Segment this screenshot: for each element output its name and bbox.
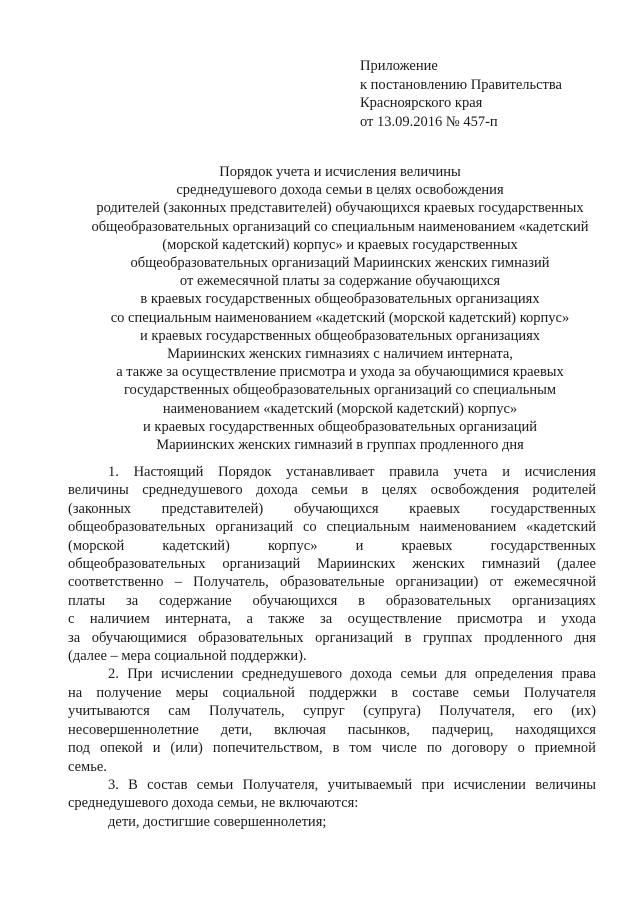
word: и (355, 537, 364, 554)
word: учитываемый (327, 776, 413, 793)
title-line: Мариинских женских гимназиях с наличием интерната, (167, 346, 513, 363)
justified-line (68, 555, 596, 573)
appendix-line: к постановлению Правительства (360, 76, 562, 93)
word: включая (274, 721, 326, 738)
word: учитываются (68, 703, 150, 720)
justified-line (68, 500, 596, 518)
word: «кадетский (526, 519, 596, 536)
word: также (268, 611, 305, 628)
word: сам (168, 703, 191, 720)
appendix-line: от 13.09.2016 № 457-п (360, 113, 498, 130)
word: его (533, 703, 553, 720)
word: состав (147, 776, 188, 793)
title-line: родителей (законных представителей) обучающихся краевых государственных (96, 200, 584, 217)
paragraph-4 (68, 813, 596, 831)
word: краевых (409, 500, 461, 517)
word: образовательных (198, 629, 304, 646)
justified-line (68, 463, 596, 481)
word: среднедушевого (241, 666, 343, 683)
word: падчериц, (431, 721, 494, 738)
word: 3. (108, 776, 119, 793)
word: государственных (490, 537, 596, 554)
justified-line (68, 629, 596, 647)
word: целях (381, 482, 418, 499)
word: представителей) (161, 500, 264, 517)
word: семьи (196, 776, 234, 793)
title-line: (морской кадетский) корпус» и краевых государственных (162, 236, 518, 253)
appendix-header (360, 57, 630, 131)
word: Получатель, (209, 703, 285, 720)
word: определения (474, 666, 554, 683)
title-line: общеобразовательных организаций Мариинских женских гимназий (130, 255, 550, 272)
justified-line (68, 721, 596, 739)
word: числе (381, 740, 417, 757)
title-line: со специальным наименованием «кадетский (морской кадетский) корпус» (110, 309, 570, 326)
word: Получателя (523, 684, 596, 701)
last-line: (далее – мера социальной поддержки). (68, 648, 307, 665)
word: продленного (484, 629, 563, 646)
word: (законных (68, 500, 132, 517)
word: правила (389, 464, 439, 480)
word: семьи (473, 684, 510, 701)
word: под (68, 740, 90, 757)
word: образовательных (385, 592, 492, 609)
word: за (125, 592, 139, 609)
justified-line (68, 592, 596, 610)
justified-line (68, 776, 596, 794)
word: дохода (350, 666, 393, 683)
word: – (174, 574, 182, 591)
word: женских (412, 556, 465, 573)
title-line: Мариинских женских гимназий в группах продленного дня (156, 437, 524, 454)
word: ухода (561, 611, 596, 628)
word: в (404, 629, 412, 646)
word: 1. (108, 464, 119, 480)
word: в (361, 482, 369, 499)
paragraph-3 (68, 776, 596, 813)
appendix-line: Красноярского края (360, 95, 483, 112)
word: организаций (215, 519, 294, 536)
title-line: государственных общеобразовательных организаций со специальным (123, 382, 557, 399)
title-line: в краевых государственных общеобразовательных организациях (140, 291, 540, 308)
word: обучающимися (91, 629, 187, 646)
word: при (421, 776, 445, 793)
word: Получателя, (439, 703, 515, 720)
word: и (152, 740, 161, 757)
word: ежемесячной (514, 574, 596, 591)
document-title (40, 163, 640, 454)
last-line: среднедушевого дохода семьи, не включаются: (68, 795, 359, 812)
word: несовершеннолетние (68, 721, 199, 738)
word: (их) (571, 703, 596, 720)
word: обучающихся (293, 500, 379, 517)
justified-line (68, 573, 596, 591)
word: дохода (256, 482, 298, 499)
word: с (68, 611, 75, 628)
last-line: дети, достигшие совершеннолетия; (108, 813, 327, 830)
word: общеобразовательных (68, 519, 206, 536)
document-body (68, 463, 596, 831)
word: на (68, 684, 83, 701)
word: о (517, 740, 525, 757)
word: В (128, 776, 138, 793)
word: учета (453, 464, 488, 480)
word: Мариинских (317, 556, 396, 573)
justified-line (68, 610, 596, 628)
word: кадетский) (162, 537, 230, 554)
word: поддержки (309, 684, 377, 701)
word: наличием (89, 611, 150, 628)
justified-line (68, 665, 596, 683)
word: государственных (490, 500, 596, 517)
word: опекой (99, 740, 143, 757)
word: от (489, 574, 503, 591)
word: Получателя, (242, 776, 319, 793)
paragraph-2 (68, 665, 596, 775)
word: освобождения (430, 482, 520, 499)
word: семьи (400, 666, 437, 683)
title-line: от ежемесячной платы за содержание обучающихся (179, 273, 501, 290)
word: группах (423, 629, 473, 646)
word: семьи (311, 482, 348, 499)
last-line: семье. (68, 758, 107, 775)
title-line: среднедушевого дохода семьи в целях освобождения (176, 182, 504, 199)
title-line: а также за осуществление присмотра и ухода за обучающимися краевых (116, 364, 564, 381)
title-line: и краевых государственных общеобразовательных организациях (139, 327, 541, 344)
word: дня (574, 629, 596, 646)
word: меры (175, 684, 209, 701)
word: права (561, 666, 596, 683)
word: наименованием (419, 519, 517, 536)
word: 2. (108, 666, 119, 683)
word: (далее (557, 556, 596, 573)
word: супруг (303, 703, 345, 720)
word: специальным (326, 519, 410, 536)
word: осуществление (347, 611, 442, 628)
word: в (332, 740, 340, 757)
appendix-line: Приложение (360, 58, 438, 74)
word: и (502, 464, 510, 480)
word: Получатель, (193, 574, 269, 591)
word: договору (451, 740, 508, 757)
word: Порядок (218, 464, 272, 480)
word: организациях (511, 592, 596, 609)
word: в (391, 684, 399, 701)
word: исчисления (524, 464, 596, 480)
word: для (445, 666, 467, 683)
word: составе (412, 684, 459, 701)
word: за (68, 629, 81, 646)
word: по (426, 740, 442, 757)
word: общеобразовательных (68, 556, 206, 573)
word: устанавливает (286, 464, 375, 480)
word: социальной (222, 684, 295, 701)
word: При (127, 666, 153, 683)
word: получение (96, 684, 162, 701)
word: Настоящий (133, 464, 204, 480)
word: соответственно (68, 574, 164, 591)
word: пасынков, (347, 721, 410, 738)
word: организации) (395, 574, 479, 591)
word: исчислении (453, 776, 526, 793)
title-line: Порядок учета и исчисления величины (219, 164, 461, 180)
title-line: общеобразовательных организаций со специальным наименованием «кадетский (91, 218, 589, 235)
word: интерната, (165, 611, 232, 628)
word: образовательные (279, 574, 385, 591)
justified-line (68, 481, 596, 499)
word: организаций (315, 629, 393, 646)
word: корпус» (267, 537, 318, 554)
word: дети, (220, 721, 253, 738)
word: в (358, 592, 365, 609)
word: находящихся (515, 721, 596, 738)
word: (морской (68, 537, 125, 554)
word: платы (68, 592, 106, 609)
justified-line (68, 537, 596, 555)
word: приемной (534, 740, 596, 757)
word: величины (68, 482, 129, 499)
word: со (302, 519, 317, 536)
word: обучающихся (252, 592, 338, 609)
word: среднедушевого (142, 482, 243, 499)
word: присмотра (457, 611, 523, 628)
title-line: и краевых государственных общеобразовательных организаций (143, 418, 537, 435)
justified-line (68, 684, 596, 702)
justified-line (68, 518, 596, 536)
word: (или) (170, 740, 203, 757)
justified-line (68, 739, 596, 757)
justified-line (68, 702, 596, 720)
word: исчислении (161, 666, 234, 683)
word: родителей (532, 482, 596, 499)
word: попечительством, (212, 740, 323, 757)
word: краевых (401, 537, 453, 554)
word: том (349, 740, 372, 757)
paragraph-1 (68, 463, 596, 665)
word: за (320, 611, 333, 628)
word: организаций (222, 556, 301, 573)
word: а (246, 611, 253, 628)
word: (супруга) (363, 703, 421, 720)
word: величины (535, 776, 596, 793)
word: и (538, 611, 546, 628)
title-line: наименованием «кадетский (морской кадетский) корпус» (162, 400, 518, 417)
word: гимназий (481, 556, 541, 573)
word: содержание (158, 592, 232, 609)
